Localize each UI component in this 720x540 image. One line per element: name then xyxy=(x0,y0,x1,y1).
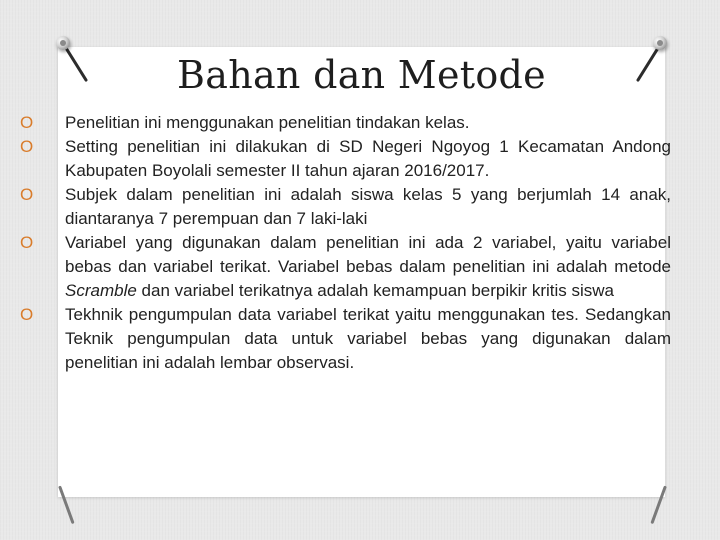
slide-title: Bahan dan Metode xyxy=(177,53,546,97)
bullet-marker-icon: O xyxy=(20,305,34,324)
bullet-marker-icon: O xyxy=(20,185,34,204)
bullet-text: Setting penelitian ini dilakukan di SD Negeri Ngoyog 1 Kecamatan Andong Kabupaten Boyolali semester II tahun ajaran 2016/2017. xyxy=(65,137,671,180)
bullet-list xyxy=(20,111,671,375)
bullet-text-italic: Scramble xyxy=(65,281,137,300)
bullet-marker-icon: O xyxy=(20,233,34,252)
bullet-item xyxy=(20,111,671,135)
bullet-text-before: Variabel yang digunakan dalam penelitian ini ada 2 variabel, yaitu variabel bebas dan variabel terikat. Variabel bebas dalam penelitian ini adalah metode xyxy=(65,233,671,276)
bullet-item xyxy=(20,231,671,303)
bullet-item xyxy=(20,135,671,183)
bullet-text: Subjek dalam penelitian ini adalah siswa kelas 5 yang berjumlah 14 anak, diantaranya 7 perempuan dan 7 laki-laki xyxy=(65,185,671,228)
bullet-item xyxy=(20,303,671,375)
pin-icon xyxy=(653,36,667,50)
pin-icon xyxy=(56,36,70,50)
bullet-text: Penelitian ini menggunakan penelitian tindakan kelas. xyxy=(65,113,470,132)
bullet-text: Tekhnik pengumpulan data variabel terikat yaitu menggunakan tes. Sedangkan Teknik pengumpulan data untuk variabel bebas yang digunakan dalam penelitian ini adalah lembar observasi. xyxy=(65,305,671,372)
bullet-marker-icon: O xyxy=(20,137,34,156)
bullet-marker-icon: O xyxy=(20,113,34,132)
bullet-text-after: dan variabel terikatnya adalah kemampuan berpikir kritis siswa xyxy=(136,281,614,300)
bullet-item xyxy=(20,183,671,231)
